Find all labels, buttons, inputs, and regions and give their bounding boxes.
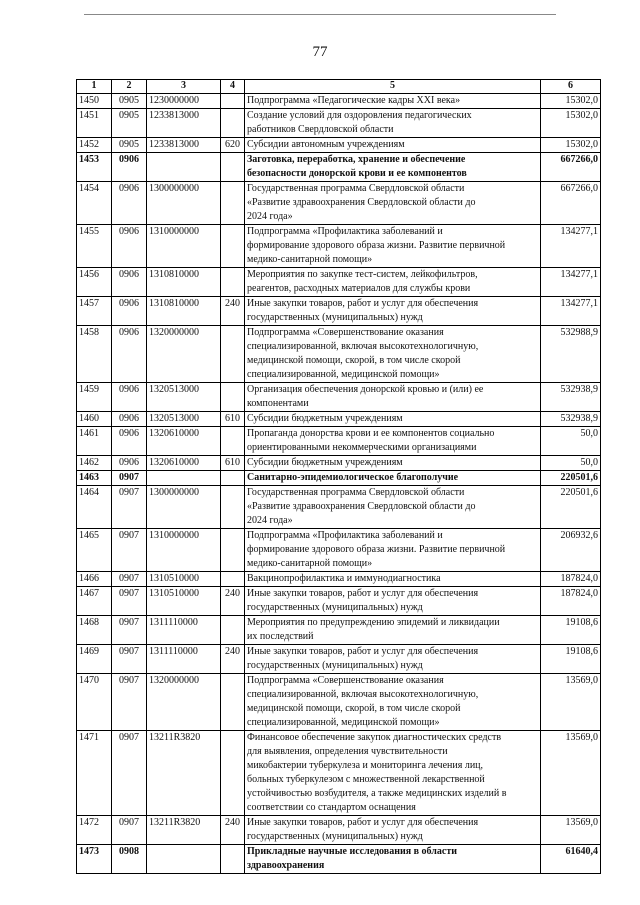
table-row xyxy=(77,486,601,529)
header-col-6: 6 xyxy=(541,80,601,94)
amount-cell: 187824,0 xyxy=(541,587,601,616)
section-code-cell: 0906 xyxy=(112,383,147,412)
expense-type-cell xyxy=(221,109,245,138)
table-row xyxy=(77,427,601,456)
target-article-cell: 1230000000 xyxy=(147,94,221,109)
amount-cell: 134277,1 xyxy=(541,297,601,326)
row-number-cell: 1467 xyxy=(77,587,112,616)
expense-type-cell xyxy=(221,326,245,383)
expense-type-cell: 610 xyxy=(221,412,245,427)
item-name-line: Подпрограмма «Педагогические кадры XXI века» xyxy=(247,95,461,106)
row-number-cell: 1459 xyxy=(77,383,112,412)
section-code-cell: 0907 xyxy=(112,645,147,674)
item-name-line: Иные закупки товаров, работ и услуг для обеспечения xyxy=(247,817,479,828)
item-name-line: государственных (муниципальных) нужд xyxy=(247,831,423,842)
top-rule xyxy=(84,14,556,15)
table-row xyxy=(77,731,601,816)
item-name-line: Субсидии бюджетным учреждениям xyxy=(247,457,403,468)
item-name-line: медицинской помощи, скорой, в том числе скорой xyxy=(247,355,461,366)
item-name-cell xyxy=(245,326,541,383)
table-row xyxy=(77,572,601,587)
item-name-line: Субсидии автономным учреждениям xyxy=(247,139,405,150)
item-name-cell xyxy=(245,486,541,529)
table-row xyxy=(77,182,601,225)
item-name-line: Вакцинопрофилактика и иммунодиагностика xyxy=(247,573,441,584)
item-name-line: государственных (муниципальных) нужд xyxy=(247,660,423,671)
target-article-cell: 1320610000 xyxy=(147,427,221,456)
expense-type-cell xyxy=(221,383,245,412)
table-row xyxy=(77,412,601,427)
amount-cell: 206932,6 xyxy=(541,529,601,572)
amount-cell: 61640,4 xyxy=(541,845,601,874)
item-name-line: формирование здорового образа жизни. Развитие первичной xyxy=(247,544,506,555)
item-name-line: «Развитие здравоохранения Свердловской области до xyxy=(247,197,476,208)
section-code-cell: 0906 xyxy=(112,225,147,268)
item-name-cell xyxy=(245,225,541,268)
section-code-cell: 0906 xyxy=(112,326,147,383)
target-article-cell: 13211R3820 xyxy=(147,816,221,845)
amount-cell: 15302,0 xyxy=(541,94,601,109)
table-header-row xyxy=(77,80,601,94)
amount-cell: 15302,0 xyxy=(541,109,601,138)
item-name-line: государственных (муниципальных) нужд xyxy=(247,312,423,323)
target-article-cell xyxy=(147,845,221,874)
section-code-cell: 0906 xyxy=(112,268,147,297)
amount-cell: 19108,6 xyxy=(541,645,601,674)
amount-cell: 13569,0 xyxy=(541,816,601,845)
row-number-cell: 1454 xyxy=(77,182,112,225)
section-code-cell: 0907 xyxy=(112,674,147,731)
item-name-line: Организация обеспечения донорской кровью и (или) ее xyxy=(247,384,484,395)
item-name-cell xyxy=(245,645,541,674)
table-row xyxy=(77,845,601,874)
item-name-cell xyxy=(245,816,541,845)
item-name-line: Создание условий для оздоровления педагогических xyxy=(247,110,472,121)
row-number-cell: 1465 xyxy=(77,529,112,572)
amount-cell: 50,0 xyxy=(541,456,601,471)
item-name-line: Подпрограмма «Профилактика заболеваний и xyxy=(247,530,443,541)
amount-cell: 134277,1 xyxy=(541,268,601,297)
target-article-cell: 1320513000 xyxy=(147,383,221,412)
item-name-line: медико-санитарной помощи» xyxy=(247,254,373,265)
target-article-cell xyxy=(147,471,221,486)
item-name-line: Подпрограмма «Совершенствование оказания xyxy=(247,327,444,338)
target-article-cell: 1300000000 xyxy=(147,182,221,225)
section-code-cell: 0906 xyxy=(112,297,147,326)
row-number-cell: 1470 xyxy=(77,674,112,731)
item-name-line: Государственная программа Свердловской области xyxy=(247,183,465,194)
section-code-cell: 0906 xyxy=(112,427,147,456)
item-name-cell xyxy=(245,268,541,297)
item-name-cell xyxy=(245,456,541,471)
table-row xyxy=(77,94,601,109)
item-name-line: 2024 года» xyxy=(247,211,293,222)
section-code-cell: 0905 xyxy=(112,94,147,109)
section-code-cell: 0907 xyxy=(112,486,147,529)
item-name-line: для выявления, определения чувствительности xyxy=(247,746,448,757)
item-name-cell xyxy=(245,297,541,326)
target-article-cell: 13211R3820 xyxy=(147,731,221,816)
expense-type-cell xyxy=(221,471,245,486)
item-name-line: работников Свердловской области xyxy=(247,124,394,135)
table-row xyxy=(77,616,601,645)
item-name-cell xyxy=(245,109,541,138)
target-article-cell: 1320513000 xyxy=(147,412,221,427)
section-code-cell: 0905 xyxy=(112,109,147,138)
item-name-cell xyxy=(245,427,541,456)
table-row xyxy=(77,587,601,616)
item-name-line: устойчивостью возбудителя, а также медицинских изделий в xyxy=(247,788,507,799)
header-col-1: 1 xyxy=(77,80,112,94)
item-name-line: специализированной, медицинской помощи» xyxy=(247,717,440,728)
item-name-line: формирование здорового образа жизни. Развитие первичной xyxy=(247,240,506,251)
expense-type-cell xyxy=(221,153,245,182)
expense-type-cell xyxy=(221,845,245,874)
item-name-cell xyxy=(245,383,541,412)
table-row xyxy=(77,645,601,674)
expense-type-cell xyxy=(221,529,245,572)
item-name-line: микобактерии туберкулеза и мониторинга лечения лиц, xyxy=(247,760,484,771)
amount-cell: 532938,9 xyxy=(541,383,601,412)
section-code-cell: 0907 xyxy=(112,529,147,572)
item-name-line: государственных (муниципальных) нужд xyxy=(247,602,423,613)
item-name-line: больных туберкулезом с множественной лекарственной xyxy=(247,774,485,785)
row-number-cell: 1466 xyxy=(77,572,112,587)
item-name-line: специализированной, медицинской помощи» xyxy=(247,369,440,380)
expense-type-cell xyxy=(221,572,245,587)
target-article-cell: 1300000000 xyxy=(147,486,221,529)
item-name-line: Подпрограмма «Совершенствование оказания xyxy=(247,675,444,686)
amount-cell: 15302,0 xyxy=(541,138,601,153)
item-name-cell xyxy=(245,674,541,731)
row-number-cell: 1468 xyxy=(77,616,112,645)
amount-cell: 532938,9 xyxy=(541,412,601,427)
table-row xyxy=(77,268,601,297)
item-name-line: Мероприятия по закупке тест-систем, лейкофильтров, xyxy=(247,269,478,280)
table-row xyxy=(77,529,601,572)
item-name-line: Мероприятия по предупреждению эпидемий и ликвидации xyxy=(247,617,500,628)
amount-cell: 667266,0 xyxy=(541,153,601,182)
table-row xyxy=(77,383,601,412)
table-row xyxy=(77,138,601,153)
budget-table xyxy=(76,79,601,874)
item-name-line: их последствий xyxy=(247,631,314,642)
page-number: 77 xyxy=(312,44,328,60)
item-name-cell xyxy=(245,845,541,874)
header-col-2: 2 xyxy=(112,80,147,94)
expense-type-cell xyxy=(221,486,245,529)
expense-type-cell: 240 xyxy=(221,645,245,674)
item-name-line: Пропаганда донорства крови и ее компонентов социально xyxy=(247,428,495,439)
section-code-cell: 0905 xyxy=(112,138,147,153)
header-col-3: 3 xyxy=(147,80,221,94)
expense-type-cell xyxy=(221,674,245,731)
table-row xyxy=(77,225,601,268)
row-number-cell: 1458 xyxy=(77,326,112,383)
item-name-cell xyxy=(245,587,541,616)
item-name-cell xyxy=(245,529,541,572)
row-number-cell: 1472 xyxy=(77,816,112,845)
item-name-line: Государственная программа Свердловской области xyxy=(247,487,465,498)
row-number-cell: 1473 xyxy=(77,845,112,874)
expense-type-cell: 240 xyxy=(221,297,245,326)
table-row xyxy=(77,816,601,845)
target-article-cell: 1311110000 xyxy=(147,645,221,674)
amount-cell: 220501,6 xyxy=(541,486,601,529)
expense-type-cell: 610 xyxy=(221,456,245,471)
table-row xyxy=(77,109,601,138)
section-code-cell: 0906 xyxy=(112,412,147,427)
item-name-line: Финансовое обеспечение закупок диагностических средств xyxy=(247,732,502,743)
amount-cell: 667266,0 xyxy=(541,182,601,225)
header-col-4: 4 xyxy=(221,80,245,94)
amount-cell: 187824,0 xyxy=(541,572,601,587)
amount-cell: 13569,0 xyxy=(541,674,601,731)
expense-type-cell: 620 xyxy=(221,138,245,153)
item-name-cell xyxy=(245,153,541,182)
amount-cell: 532988,9 xyxy=(541,326,601,383)
table-row xyxy=(77,456,601,471)
target-article-cell: 1310810000 xyxy=(147,268,221,297)
section-code-cell: 0907 xyxy=(112,587,147,616)
item-name-line: специализированной, включая высокотехнологичную, xyxy=(247,341,479,352)
row-number-cell: 1457 xyxy=(77,297,112,326)
item-name-line: «Развитие здравоохранения Свердловской области до xyxy=(247,501,476,512)
item-name-cell xyxy=(245,94,541,109)
row-number-cell: 1471 xyxy=(77,731,112,816)
item-name-line: Подпрограмма «Профилактика заболеваний и xyxy=(247,226,443,237)
target-article-cell: 1320000000 xyxy=(147,674,221,731)
table-row xyxy=(77,326,601,383)
item-name-line: реагентов, расходных материалов для службы крови xyxy=(247,283,471,294)
row-number-cell: 1469 xyxy=(77,645,112,674)
row-number-cell: 1463 xyxy=(77,471,112,486)
target-article-cell: 1233813000 xyxy=(147,138,221,153)
item-name-line: Прикладные научные исследования в области xyxy=(247,846,458,857)
item-name-cell xyxy=(245,471,541,486)
section-code-cell: 0907 xyxy=(112,616,147,645)
item-name-line: компонентами xyxy=(247,398,309,409)
target-article-cell: 1310000000 xyxy=(147,529,221,572)
item-name-cell xyxy=(245,731,541,816)
row-number-cell: 1464 xyxy=(77,486,112,529)
item-name-line: ориентированными некоммерческими организациями xyxy=(247,442,477,453)
row-number-cell: 1455 xyxy=(77,225,112,268)
section-code-cell: 0907 xyxy=(112,471,147,486)
row-number-cell: 1451 xyxy=(77,109,112,138)
amount-cell: 220501,6 xyxy=(541,471,601,486)
expense-type-cell xyxy=(221,94,245,109)
item-name-line: медико-санитарной помощи» xyxy=(247,558,373,569)
section-code-cell: 0906 xyxy=(112,182,147,225)
expense-type-cell xyxy=(221,616,245,645)
header-col-5: 5 xyxy=(245,80,541,94)
item-name-cell xyxy=(245,138,541,153)
item-name-line: Санитарно-эпидемиологическое благополучие xyxy=(247,472,459,483)
section-code-cell: 0907 xyxy=(112,816,147,845)
row-number-cell: 1461 xyxy=(77,427,112,456)
item-name-cell xyxy=(245,616,541,645)
section-code-cell: 0908 xyxy=(112,845,147,874)
amount-cell: 19108,6 xyxy=(541,616,601,645)
item-name-line: здравоохранения xyxy=(247,860,325,871)
item-name-line: Заготовка, переработка, хранение и обеспечение xyxy=(247,154,466,165)
section-code-cell: 0906 xyxy=(112,456,147,471)
expense-type-cell xyxy=(221,182,245,225)
amount-cell: 134277,1 xyxy=(541,225,601,268)
target-article-cell: 1310000000 xyxy=(147,225,221,268)
expense-type-cell xyxy=(221,731,245,816)
item-name-cell xyxy=(245,572,541,587)
expense-type-cell: 240 xyxy=(221,587,245,616)
item-name-cell xyxy=(245,182,541,225)
row-number-cell: 1456 xyxy=(77,268,112,297)
item-name-line: Субсидии бюджетным учреждениям xyxy=(247,413,403,424)
item-name-line: Иные закупки товаров, работ и услуг для обеспечения xyxy=(247,298,479,309)
item-name-line: соответствии со стандартом оснащения xyxy=(247,802,416,813)
section-code-cell: 0906 xyxy=(112,153,147,182)
amount-cell: 13569,0 xyxy=(541,731,601,816)
expense-type-cell xyxy=(221,268,245,297)
target-article-cell: 1233813000 xyxy=(147,109,221,138)
section-code-cell: 0907 xyxy=(112,572,147,587)
target-article-cell: 1311110000 xyxy=(147,616,221,645)
expense-type-cell xyxy=(221,427,245,456)
row-number-cell: 1450 xyxy=(77,94,112,109)
table-row xyxy=(77,297,601,326)
table-row xyxy=(77,153,601,182)
expense-type-cell xyxy=(221,225,245,268)
item-name-cell xyxy=(245,412,541,427)
target-article-cell: 1310810000 xyxy=(147,297,221,326)
table-row xyxy=(77,471,601,486)
item-name-line: безопасности донорской крови и ее компонентов xyxy=(247,168,467,179)
row-number-cell: 1453 xyxy=(77,153,112,182)
item-name-line: Иные закупки товаров, работ и услуг для обеспечения xyxy=(247,588,479,599)
item-name-line: Иные закупки товаров, работ и услуг для обеспечения xyxy=(247,646,479,657)
target-article-cell: 1320000000 xyxy=(147,326,221,383)
item-name-line: 2024 года» xyxy=(247,515,293,526)
target-article-cell: 1320610000 xyxy=(147,456,221,471)
table-row xyxy=(77,674,601,731)
item-name-line: медицинской помощи, скорой, в том числе скорой xyxy=(247,703,461,714)
amount-cell: 50,0 xyxy=(541,427,601,456)
row-number-cell: 1462 xyxy=(77,456,112,471)
section-code-cell: 0907 xyxy=(112,731,147,816)
target-article-cell: 1310510000 xyxy=(147,572,221,587)
target-article-cell: 1310510000 xyxy=(147,587,221,616)
row-number-cell: 1452 xyxy=(77,138,112,153)
expense-type-cell: 240 xyxy=(221,816,245,845)
target-article-cell xyxy=(147,153,221,182)
row-number-cell: 1460 xyxy=(77,412,112,427)
item-name-line: специализированной, включая высокотехнологичную, xyxy=(247,689,479,700)
